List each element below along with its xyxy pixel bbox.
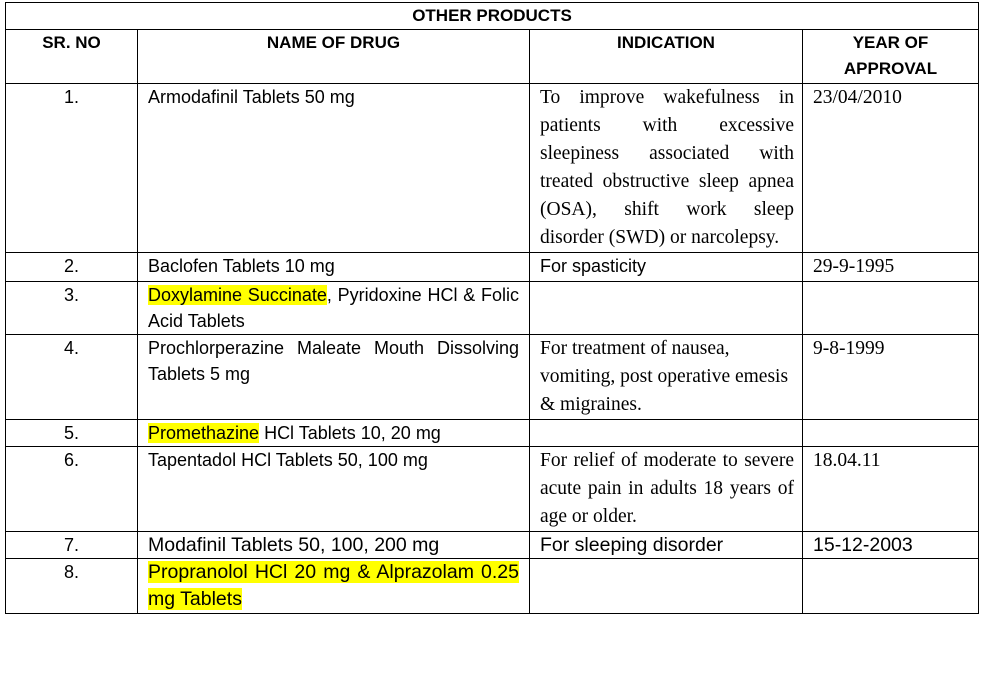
header-row (6, 30, 979, 84)
indication-cell: To improve wakefulness in patients with excessive sleepiness associated with treated obstructive sleep apnea (OSA), shift work sleep disorder (SWD) or narcolepsy. (530, 84, 803, 253)
table-row (6, 84, 979, 253)
indication-cell: For sleeping disorder (530, 532, 803, 559)
approval-year-cell: 29-9-1995 (803, 253, 979, 282)
drug-name-cell (138, 84, 530, 253)
drug-name-text: Prochlorperazine Maleate Mouth Dissolving Tablets 5 mg (148, 338, 519, 384)
highlighted-drug-name: Promethazine (148, 423, 260, 443)
drug-name-text: Tapentadol HCl Tablets 50, 100 mg (148, 450, 428, 470)
approval-year-cell: 9-8-1999 (803, 335, 979, 420)
drug-name-text: Armodafinil Tablets 50 mg (148, 87, 355, 107)
indication-cell (530, 559, 803, 614)
header-indication: INDICATION (530, 30, 803, 84)
drug-name-cell (138, 532, 530, 559)
highlighted-drug-name: Doxylamine Succinate (148, 285, 327, 305)
table-row (6, 282, 979, 335)
drug-name-cell (138, 559, 530, 614)
table-row (6, 420, 979, 447)
approval-year-cell (803, 420, 979, 447)
approval-year-cell (803, 282, 979, 335)
header-name-of-drug: NAME OF DRUG (138, 30, 530, 84)
drug-name-text: HCl Tablets 10, 20 mg (259, 423, 441, 443)
approval-year-cell: 15-12-2003 (803, 532, 979, 559)
table-row (6, 532, 979, 559)
drug-name-cell (138, 282, 530, 335)
sr-no-cell: 1. (6, 84, 138, 253)
indication-cell (530, 282, 803, 335)
indication-cell: For relief of moderate to severe acute pain in adults 18 years of age or older. (530, 447, 803, 532)
products-table (5, 2, 979, 614)
indication-cell (530, 420, 803, 447)
drug-name-text: Baclofen Tablets 10 mg (148, 256, 335, 276)
highlighted-drug-name: Propranolol HCl 20 mg & Alprazolam 0.25 mg Tablets (148, 561, 519, 610)
table-title: OTHER PRODUCTS (6, 3, 979, 30)
indication-cell: For treatment of nausea, vomiting, post operative emesis & migraines. (530, 335, 803, 420)
sr-no-cell: 5. (6, 420, 138, 447)
drug-name-text: Modafinil Tablets 50, 100, 200 mg (148, 534, 440, 556)
table-row (6, 253, 979, 282)
sr-no-cell: 7. (6, 532, 138, 559)
approval-year-cell (803, 559, 979, 614)
table-row (6, 335, 979, 420)
indication-cell: For spasticity (530, 253, 803, 282)
sr-no-cell: 6. (6, 447, 138, 532)
sr-no-cell: 2. (6, 253, 138, 282)
drug-name-text: , Pyridoxine HCl & Folic Acid Tablets (148, 285, 519, 331)
approval-year-cell: 23/04/2010 (803, 84, 979, 253)
sr-no-cell: 3. (6, 282, 138, 335)
drug-name-cell (138, 335, 530, 420)
table-row (6, 447, 979, 532)
drug-name-cell (138, 447, 530, 532)
header-sr-no: SR. NO (6, 30, 138, 84)
table-row (6, 559, 979, 614)
header-year-of-approval: YEAR OF APPROVAL (803, 30, 979, 84)
approval-year-cell: 18.04.11 (803, 447, 979, 532)
sr-no-cell: 4. (6, 335, 138, 420)
drug-name-cell (138, 420, 530, 447)
sr-no-cell: 8. (6, 559, 138, 614)
drug-name-cell (138, 253, 530, 282)
title-row (6, 3, 979, 30)
